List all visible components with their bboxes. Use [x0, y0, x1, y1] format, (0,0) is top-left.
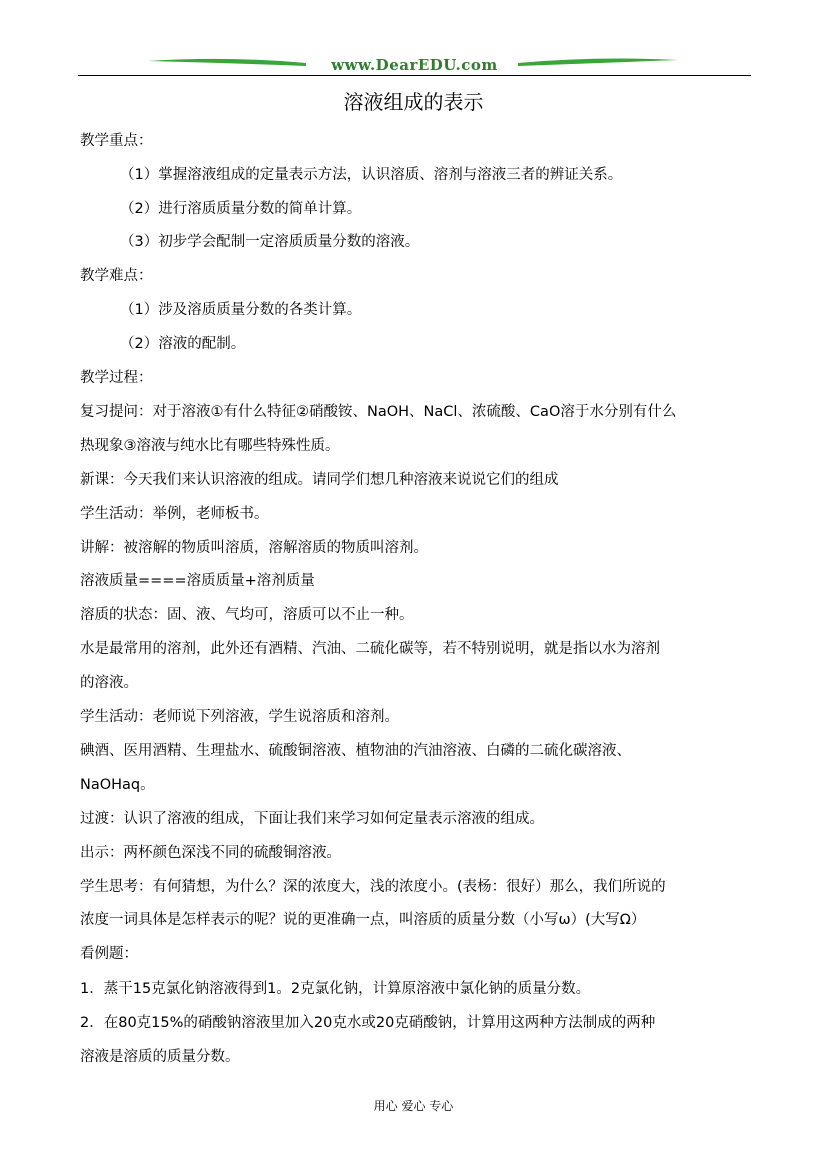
section-heading: 教学难点：	[80, 268, 153, 284]
paragraph-line: NaOHaq。	[80, 777, 155, 793]
paragraph-line: 学生活动：老师说下列溶液，学生说溶质和溶剂。	[80, 709, 399, 725]
paragraph-line: 新课：今天我们来认识溶液的组成。请同学们想几种溶液来说说它们的组成	[80, 472, 559, 488]
paragraph-line: 碘酒、医用酒精、生理盐水、硫酸铜溶液、植物油的汽油溶液、白磷的二硫化碳溶液、	[80, 743, 631, 759]
page-title: 溶液组成的表示	[343, 90, 484, 114]
page-footer: 用心 爱心 专心	[373, 1099, 454, 1113]
list-item: （1）涉及溶质质量分数的各类计算。	[120, 302, 362, 318]
paragraph-line: 看例题：	[80, 946, 138, 962]
paragraph-line: 复习提问：对于溶液①有什么特征②硝酸铵、NaOH、NaCl、浓硫酸、CaO溶于水分别有什么	[80, 404, 677, 420]
paragraph-line: 水是最常用的溶剂，此外还有酒精、汽油、二硫化碳等，若不特别说明，就是指以水为溶剂	[80, 641, 660, 657]
page-header	[78, 52, 751, 82]
paragraph-line: 学生活动：举例，老师板书。	[80, 506, 269, 522]
section-heading: 教学过程：	[80, 370, 153, 386]
list-item: （2）溶液的配制。	[120, 336, 246, 352]
paragraph-line: 溶液质量====溶质质量+溶剂质量	[80, 573, 315, 589]
paragraph-line: 热现象③溶液与纯水比有哪些特殊性质。	[80, 438, 340, 454]
paragraph-line: 溶液是溶质的质量分数。	[80, 1049, 240, 1065]
paragraph-line: 的溶液。	[80, 675, 138, 691]
paragraph-line: 浓度一词具体是怎样表示的呢？说的更准确一点，叫溶质的质量分数（小写ω）(大写Ω）	[80, 912, 646, 928]
paragraph-line: 过渡：认识了溶液的组成，下面让我们来学习如何定量表示溶液的组成。	[80, 811, 544, 827]
exercise-item: 1．蒸干15克氯化钠溶液得到1。2克氯化钠，计算原溶液中氯化钠的质量分数。	[80, 981, 591, 997]
paragraph-line: 讲解：被溶解的物质叫溶质，溶解溶质的物质叫溶剂。	[80, 540, 428, 556]
site-brand: www.DearEDU.com	[331, 56, 498, 74]
list-item: （2）进行溶质质量分数的简单计算。	[120, 201, 362, 217]
list-item: （1）掌握溶液组成的定量表示方法，认识溶质、溶剂与溶液三者的辨证关系。	[120, 167, 623, 183]
header-rule	[78, 75, 751, 76]
paragraph-line: 溶质的状态：固、液、气均可，溶质可以不止一种。	[80, 607, 414, 623]
paragraph-line: 学生思考：有何猜想，为什么？深的浓度大，浅的浓度小。(表杨：很好）那么，我们所说的	[80, 879, 666, 895]
paragraph-line: 出示：两杯颜色深浅不同的硫酸铜溶液。	[80, 845, 341, 861]
list-item: （3）初步学会配制一定溶质质量分数的溶液。	[120, 234, 420, 250]
exercise-item: 2．在80克15%的硝酸钠溶液里加入20克水或20克硝酸钠，计算用这两种方法制成的两种	[80, 1015, 656, 1031]
section-heading: 教学重点：	[80, 133, 153, 149]
